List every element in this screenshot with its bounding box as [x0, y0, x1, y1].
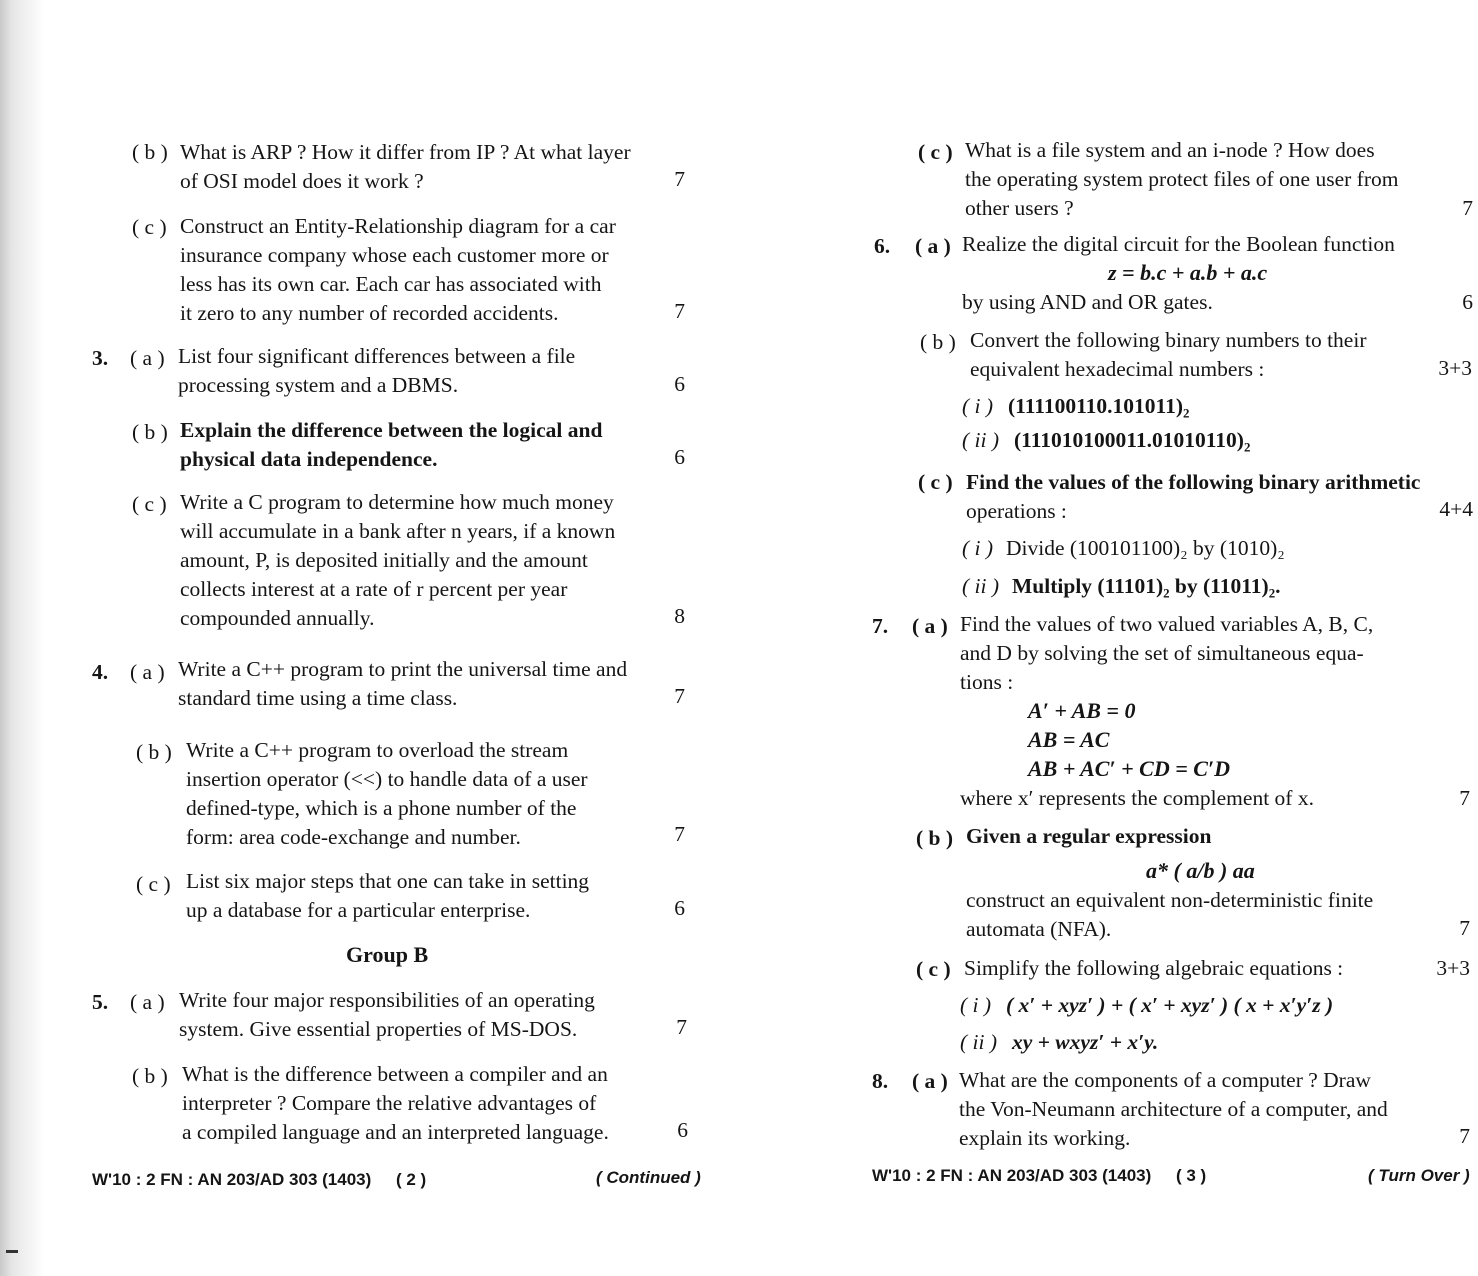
q2b-text: What is ARP ? How it differ from IP ? At what layer of OSI model does it work ? [180, 140, 631, 193]
q4a-text: Write a C++ program to print the universal time and standard time using a time class. [178, 657, 628, 710]
q7b-formula: a* ( a/b ) aa [1146, 858, 1255, 883]
q6a-tail: by using AND and OR gates. [962, 290, 1213, 314]
q6a-marks: 6 [1462, 290, 1473, 314]
right-footer-turn-over: ( Turn Over ) [1368, 1166, 1470, 1185]
q7c-label: ( c ) [916, 957, 951, 981]
q6c-item-ii-text: Multiply (11101)₂ by (11011)₂. [1012, 574, 1281, 598]
q2c-label: ( c ) [132, 215, 167, 239]
q5b-text: What is the difference between a compiler and an interpreter ? Compare the relative advantages of a compiled language and an interpreted language. [182, 1062, 609, 1144]
q7c-item-i-label: ( i ) [960, 993, 992, 1017]
q6b-item-i-text: (111100110.101011)₂ [1008, 394, 1190, 418]
q7a-label: ( a ) [912, 614, 948, 638]
q4-number: 4. [92, 660, 109, 684]
left-footer-page: ( 2 ) [396, 1170, 427, 1189]
q6c-item-i-label: ( i ) [962, 536, 994, 560]
q5b-label: ( b ) [132, 1064, 168, 1088]
q2b-marks: 7 [674, 167, 685, 191]
q7a-equation-3: AB + AC′ + CD = C′D [1028, 756, 1230, 781]
q6c-label: ( c ) [918, 470, 953, 494]
q4c-text: List six major steps that one can take in setting up a database for a particular enterprise. [186, 869, 590, 922]
q2b-label: ( b ) [132, 140, 168, 164]
q3b-label: ( b ) [132, 420, 168, 444]
q7c-marks: 3+3 [1436, 956, 1470, 980]
q6b-item-ii-label: ( ii ) [962, 428, 1000, 452]
q5c-text: What is a file system and an i-node ? How does the operating system protect files of one user from other users ? [965, 138, 1399, 220]
q8a-label: ( a ) [912, 1069, 948, 1093]
right-page [700, 0, 1478, 1276]
group-b-heading: Group B [346, 942, 429, 967]
q6c-text: Find the values of the following binary arithmetic operations : [966, 470, 1421, 523]
q7a-equation-2: AB = AC [1028, 727, 1110, 752]
q4a-label: ( a ) [130, 660, 165, 684]
right-footer-page: ( 3 ) [1176, 1166, 1207, 1185]
left-page [0, 0, 700, 1276]
q6a-text: Realize the digital circuit for the Boolean function [962, 232, 1395, 256]
q3c-label: ( c ) [132, 492, 167, 516]
q7c-item-ii-label: ( ii ) [960, 1030, 998, 1054]
q7b-label: ( b ) [916, 826, 954, 850]
q4b-label: ( b ) [136, 740, 172, 764]
q6c-item-ii-label: ( ii ) [962, 574, 1000, 598]
q5a-text: Write four major responsibilities of an operating system. Give essential properties of MS-DOS. [179, 988, 595, 1041]
left-footer-code: W'10 : 2 FN : AN 203/AD 303 (1403) [92, 1170, 372, 1189]
q6b-marks: 3+3 [1438, 356, 1472, 380]
q4c-marks: 6 [674, 896, 685, 920]
q3b-text: Explain the difference between the logical and physical data independence. [180, 418, 603, 471]
q6b-item-i-label: ( i ) [962, 394, 994, 418]
q5a-marks: 7 [676, 1015, 687, 1039]
q6b-item-ii-text: (111010100011.01010110)₂ [1014, 428, 1251, 452]
q7c-text: Simplify the following algebraic equations : [964, 956, 1344, 980]
q3c-text: Write a C program to determine how much money will accumulate in a bank after n years, if a known amount, P, is deposited initially and the amount collects interest at a rate of r percent per year compounded annually. [180, 490, 616, 630]
q5a-label: ( a ) [130, 990, 165, 1014]
q2c-text: Construct an Entity-Relationship diagram for a car insurance company whose each customer more or less has its own car. Each car has associated with it zero to any number of recorded accidents. [180, 214, 616, 325]
q6c-marks: 4+4 [1439, 497, 1473, 521]
q8a-marks: 7 [1459, 1124, 1470, 1148]
q7b-tail: construct an equivalent non-deterministic finite automata (NFA). [966, 888, 1374, 941]
q4c-label: ( c ) [136, 872, 171, 896]
q7c-item-i-text: ( x′ + xyz′ ) + ( x′ + xyz′ ) ( x + x′y′z ) [1006, 993, 1334, 1017]
q6b-label: ( b ) [920, 330, 956, 354]
q3a-label: ( a ) [130, 346, 165, 370]
right-footer-code: W'10 : 2 FN : AN 203/AD 303 (1403) [872, 1166, 1152, 1185]
q2c-marks: 7 [674, 299, 685, 323]
q7c-item-ii-text: xy + wxyz′ + x′y. [1012, 1030, 1159, 1054]
q7a-tail: where x′ represents the complement of x. [960, 786, 1314, 810]
q5b-marks: 6 [677, 1118, 688, 1142]
q8-number: 8. [872, 1069, 889, 1093]
left-footer-continued: ( Continued ) [596, 1168, 701, 1187]
q7a-text: Find the values of two valued variables A, B, C, and D by solving the set of simultaneous equa- tions : [960, 612, 1374, 694]
q7-number: 7. [872, 614, 889, 638]
q8a-text: What are the components of a computer ? Draw the Von-Neumann architecture of a computer, and explain its working. [959, 1068, 1388, 1150]
q3c-marks: 8 [674, 604, 685, 628]
q7b-marks: 7 [1459, 916, 1470, 940]
q4b-marks: 7 [674, 822, 685, 846]
q5c-label: ( c ) [918, 140, 953, 164]
q6c-item-i-text: Divide (100101100)₂ by (1010)₂ [1006, 536, 1285, 560]
q4a-marks: 7 [674, 684, 685, 708]
q6a-label: ( a ) [915, 234, 951, 258]
q3-number: 3. [92, 346, 109, 370]
q5-number: 5. [92, 990, 109, 1014]
q3a-marks: 6 [674, 372, 685, 396]
q6a-formula: z = b.c + a.b + a.c [1108, 260, 1268, 285]
q6b-text: Convert the following binary numbers to their equivalent hexadecimal numbers : [970, 328, 1367, 381]
q7b-text: Given a regular expression [966, 824, 1212, 848]
q3b-marks: 6 [674, 445, 685, 469]
q4b-text: Write a C++ program to overload the stream insertion operator (<<) to handle data of a user defined-type, which is a phone number of the form: area code-exchange and number. [186, 738, 588, 849]
q5c-marks: 7 [1462, 196, 1473, 220]
q6-number: 6. [874, 234, 891, 258]
q7a-marks: 7 [1459, 786, 1470, 810]
q7a-equation-1: A′ + AB = 0 [1028, 698, 1136, 723]
q3a-text: List four significant differences between a file processing system and a DBMS. [178, 344, 576, 397]
